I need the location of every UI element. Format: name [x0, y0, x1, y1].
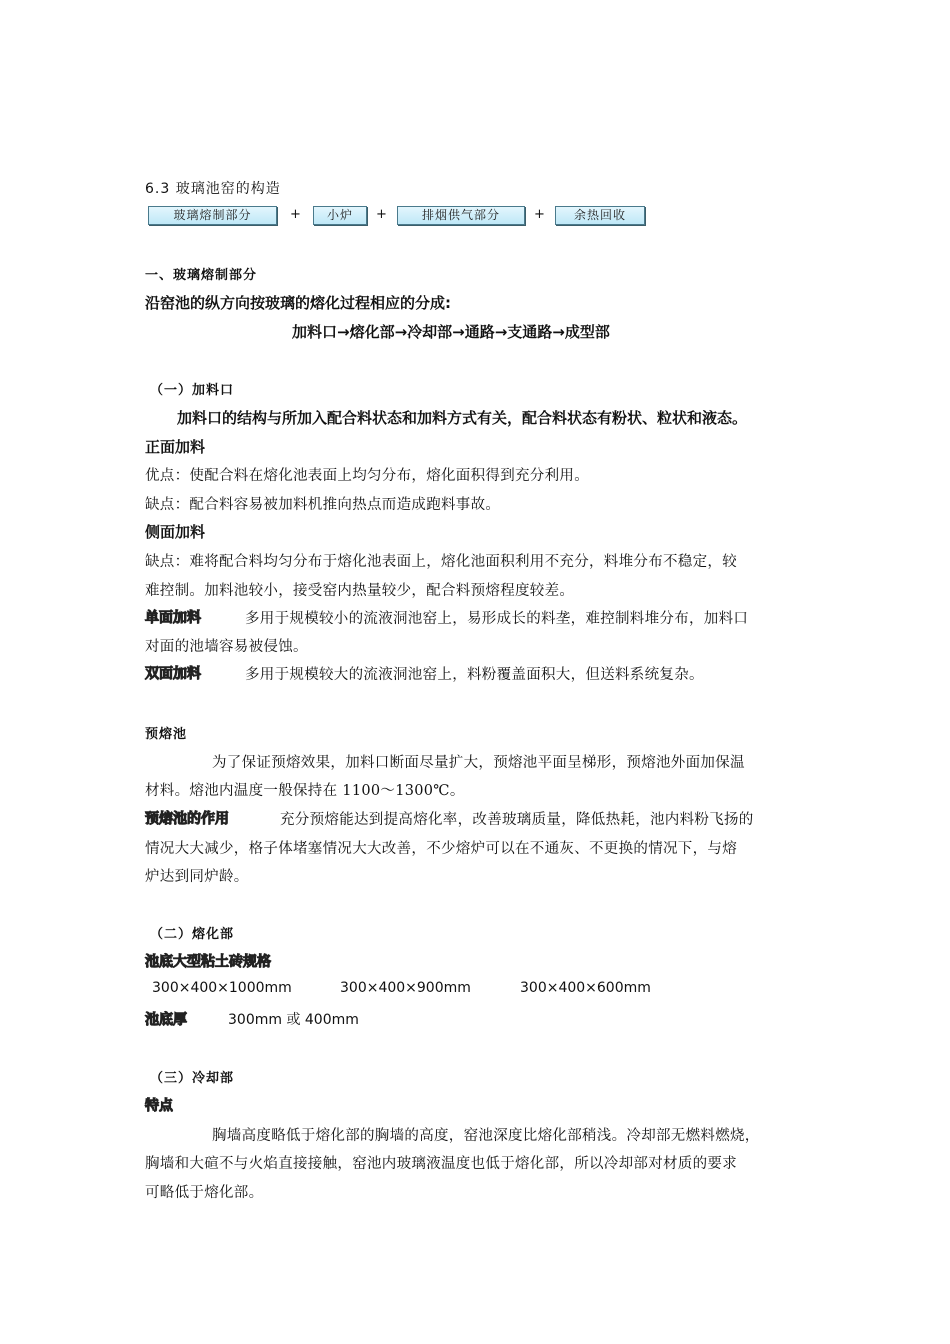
section-title: 6.3 玻璃池窑的构造 [145, 181, 281, 197]
cooling-text-3: 可略低于熔化部。 [145, 1185, 264, 1201]
side-feed-title: 侧面加料 [145, 523, 206, 541]
single-side-label: 单面加料 [145, 610, 201, 626]
plus-sign-3: + [534, 207, 545, 222]
front-feed-con: 缺点：配合料容易被加料机推向热点而造成跑料事故。 [145, 497, 501, 513]
double-side-text: 多用于规模较大的流液洞池窑上，料粉覆盖面积大，但送料系统复杂。 [245, 667, 704, 683]
bottom-thickness-value: 300mm 或 400mm [228, 1012, 359, 1028]
premelt-role-1: 充分预熔能达到提高熔化率，改善玻璃质量，降低热耗，池内料粉飞扬的 [280, 812, 754, 828]
brick-spec-label: 池底大型粘土砖规格 [145, 954, 271, 970]
part1-heading: 一、玻璃熔制部分 [145, 268, 258, 283]
premelt-text-2: 材料。熔池内温度一般保持在 1100～1300℃。 [145, 783, 465, 799]
cooling-text-1: 胸墙高度略低于熔化部的胸墙的高度，窑池深度比熔化部稍浅。冷却部无燃料燃烧， [212, 1128, 760, 1144]
premelt-heading: 预熔池 [145, 727, 188, 742]
side-feed-con-2: 难控制。加料池较小，接受窑内热量较少，配合料预熔程度较差。 [145, 583, 575, 599]
brick-dim-1: 300×400×1000mm [152, 980, 292, 996]
brick-dim-3: 300×400×600mm [520, 980, 651, 996]
plus-sign-2: + [376, 207, 387, 222]
feed-heading: （一）加料口 [150, 383, 235, 398]
front-feed-pro: 优点：使配合料在熔化池表面上均匀分布，熔化面积得到充分利用。 [145, 468, 589, 484]
premelt-role-3: 炉达到同炉龄。 [145, 869, 249, 885]
bottom-thickness-label: 池底厚 [145, 1012, 187, 1028]
flow-box-exhaust: 排烟供气部分 [397, 206, 525, 225]
side-feed-con-1: 缺点：难将配合料均匀分布于熔化池表面上，熔化池面积利用不充分，料堆分布不稳定，较 [145, 554, 737, 570]
flow-box-port: 小炉 [313, 206, 367, 225]
flow-box-heat-recovery: 余热回收 [555, 206, 645, 225]
front-feed-title: 正面加料 [145, 438, 206, 456]
flow-box-glass-melting: 玻璃熔制部分 [148, 206, 277, 225]
cooling-text-2: 胸墙和大碹不与火焰直接接触，窑池内玻璃液温度也低于熔化部，所以冷却部对材质的要求 [145, 1156, 737, 1172]
premelt-role-label: 预熔池的作用 [145, 811, 229, 827]
single-side-text-2: 对面的池墙容易被侵蚀。 [145, 639, 308, 655]
premelt-role-2: 情况大大减少，格子体堵塞情况大大改善，不少熔炉可以在不通灰、不更换的情况下，与熔 [145, 841, 737, 857]
brick-dim-2: 300×400×900mm [340, 980, 471, 996]
melting-heading: （二）熔化部 [150, 927, 235, 942]
part1-sequence: 加料口→熔化部→冷却部→通路→支通路→成型部 [292, 323, 610, 341]
double-side-label: 双面加料 [145, 666, 201, 682]
part1-intro: 沿窑池的纵方向按玻璃的熔化过程相应的分成: [145, 294, 452, 312]
feed-summary: 加料口的结构与所加入配合料状态和加料方式有关，配合料状态有粉状、粒状和液态。 [177, 409, 748, 427]
premelt-text-1: 为了保证预熔效果，加料口断面尽量扩大，预熔池平面呈梯形，预熔池外面加保温 [212, 755, 745, 771]
plus-sign-1: + [290, 207, 301, 222]
cooling-feature-label: 特点 [145, 1098, 173, 1114]
cooling-heading: （三）冷却部 [150, 1071, 235, 1086]
single-side-text-1: 多用于规模较小的流液洞池窑上，易形成长的料垄，难控制料堆分布，加料口 [245, 611, 749, 627]
